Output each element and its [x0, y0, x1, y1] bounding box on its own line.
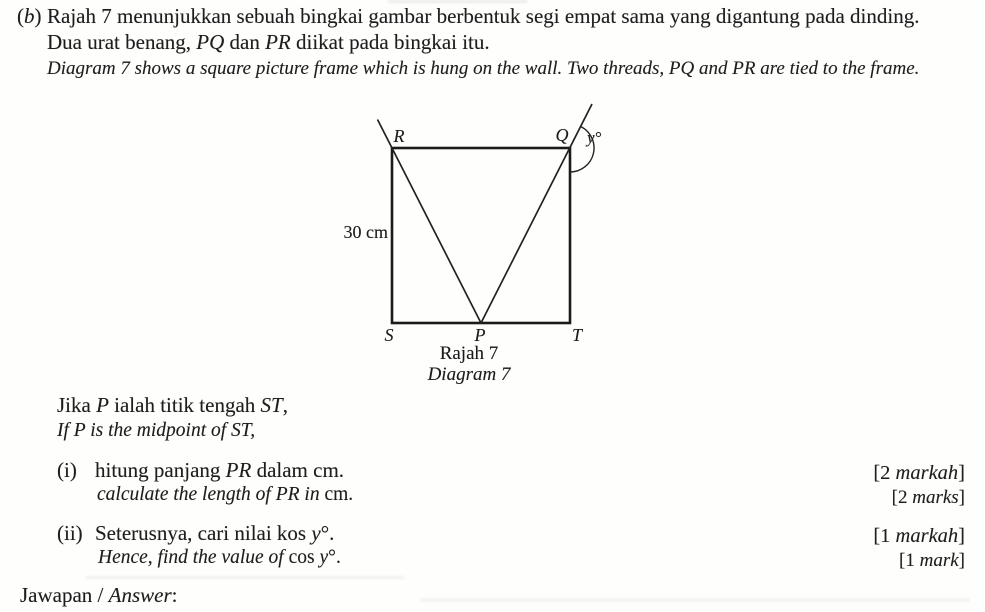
- intro-english-line: Diagram 7 shows a square picture frame which is hung on the wall. Two threads, PQ and PR are tied to the frame.: [47, 58, 920, 79]
- answer-label: Jawapan / Answer:: [20, 583, 178, 607]
- diagram-caption-malay: Rajah 7: [439, 343, 499, 364]
- vertex-label-p: P: [474, 325, 486, 345]
- scan-smudge-bottom: [420, 598, 970, 602]
- angle-label-y: y°: [587, 128, 602, 147]
- part-ii-malay: Seterusnya, cari nilai kos y°.: [95, 521, 335, 545]
- part-ii-number: (ii): [57, 521, 83, 545]
- part-label: (b): [17, 4, 42, 28]
- intro-malay-line1: Rajah 7 menunjukkan sebuah bingkai gambar berbentuk segi empat sama yang digantung pada dinding.: [47, 4, 920, 28]
- scan-smudge-mid: [85, 576, 405, 579]
- diagram-caption-english: Diagram 7: [427, 364, 511, 385]
- vertex-label-s: S: [384, 325, 394, 345]
- side-length-label: 30 cm: [343, 222, 388, 242]
- thread-pq-line: [481, 104, 592, 323]
- vertex-label-t: T: [571, 325, 583, 345]
- part-i-marks-english: [2 marks]: [891, 487, 965, 508]
- scan-smudge-top: [388, 0, 528, 3]
- intro-malay-line2: Dua urat benang, PQ dan PR diikat pada bingkai itu.: [47, 30, 490, 54]
- vertex-label-r: R: [393, 126, 405, 146]
- part-ii-marks-malay: [1 markah]: [873, 525, 965, 547]
- part-i-malay: hitung panjang PR dalam cm.: [95, 458, 345, 482]
- vertex-label-q: Q: [555, 125, 569, 145]
- part-i-marks-malay: [2 markah]: [873, 462, 965, 484]
- condition-english: If P is the midpoint of ST,: [57, 420, 256, 441]
- part-ii-english: Hence, find the value of cos y°.: [98, 547, 341, 568]
- part-ii-marks-english: [1 mark]: [899, 550, 965, 571]
- part-i-english: calculate the length of PR in cm.: [97, 484, 354, 505]
- diagram-rajah-7: [330, 95, 660, 395]
- condition-malay: Jika P ialah titik tengah ST,: [57, 393, 288, 417]
- part-i-number: (i): [57, 458, 77, 482]
- picture-frame-square: [392, 148, 570, 323]
